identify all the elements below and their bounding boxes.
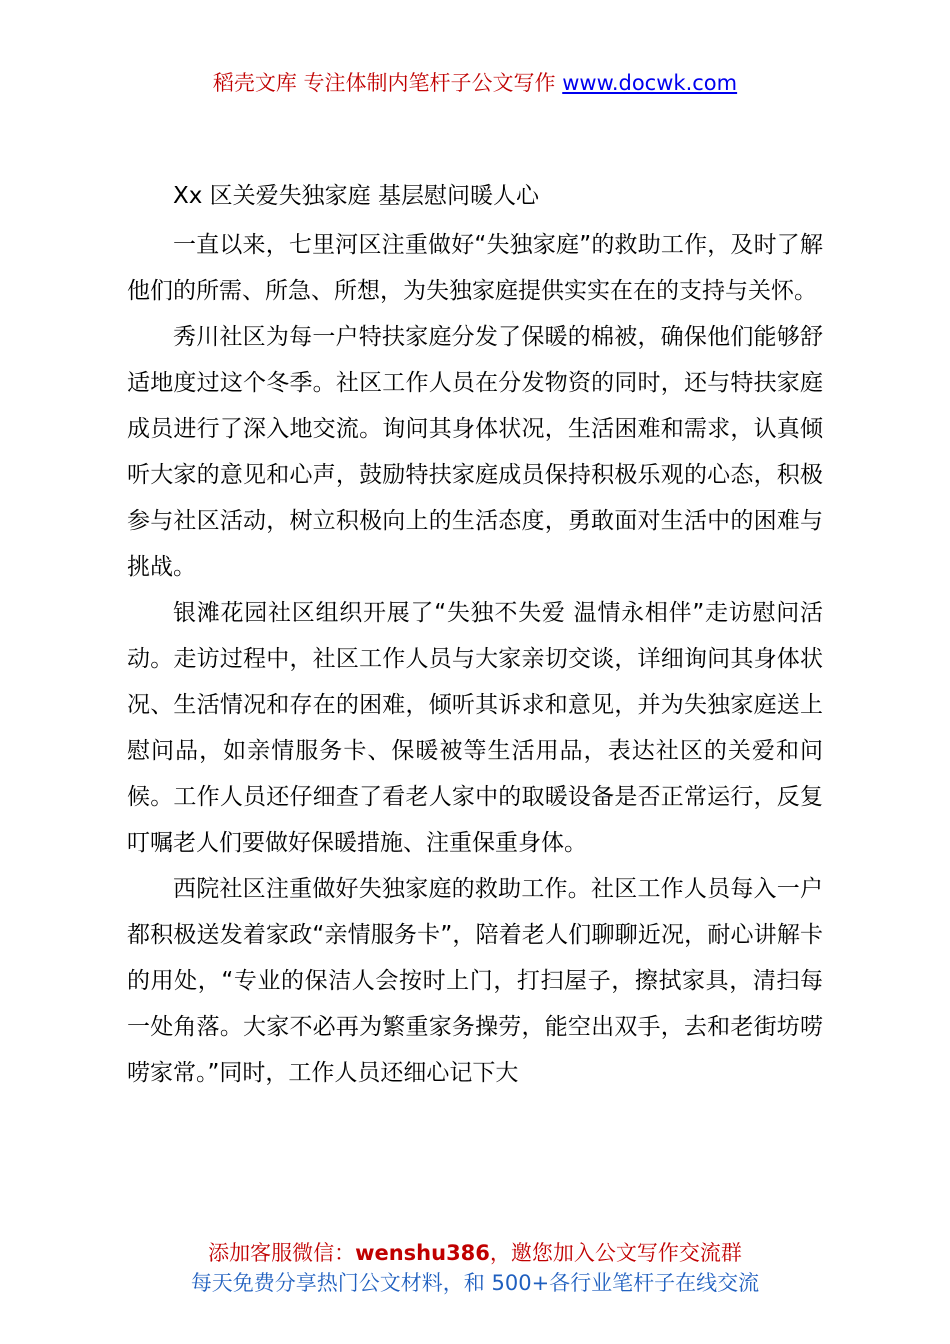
document-paragraph: 秀川社区为每一户特扶家庭分发了保暖的棉被，确保他们能够舒适地度过这个冬季。社区工作人员在分发物资的同时，还与特扶家庭成员进行了深入地交流。询问其身体状况，生活困难和需求，认真倾听大家的意见和心声，鼓励特扶家庭成员保持积极乐观的心态，积极参与社区活动，树立积极向上的生活态度，勇敢面对生活中的困难与挑战。 bbox=[127, 324, 823, 580]
footer-wechat-id: wenshu386 bbox=[355, 1241, 490, 1265]
header-brand-text: 稻壳文库 专注体制内笔杆子公文写作 bbox=[212, 71, 563, 95]
document-paragraph: 一直以来，七里河区注重做好“失独家庭”的救助工作，及时了解他们的所需、所急、所想，为失独家庭提供实实在在的支持与关怀。 bbox=[127, 232, 823, 304]
header-website-link[interactable]: www.docwk.com bbox=[562, 71, 738, 95]
footer-wechat-prefix: 添加客服微信： bbox=[208, 1241, 356, 1265]
page-footer bbox=[0, 1238, 950, 1298]
document-paragraph: 银滩花园社区组织开展了“失独不失爱 温情永相伴”走访慰问活动。走访过程中，社区工作人员与大家亲切交谈，详细询问其身体状况、生活情况和存在的困难，倾听其诉求和意见，并为失独家庭送上慰问品，如亲情服务卡、保暖被等生活用品，表达社区的关爱和问候。工作人员还仔细查了看老人家中的取暖设备是否正常运行，反复叮嘱老人们要做好保暖措施、注重保重身体。 bbox=[127, 600, 823, 856]
footer-wechat-suffix: ，邀您加入公文写作交流群 bbox=[489, 1241, 742, 1265]
footer-wechat-line bbox=[0, 1238, 950, 1268]
document-paragraph: 西院社区注重做好失独家庭的救助工作。社区工作人员每入一户都积极送发着家政“亲情服务卡”，陪着老人们聊聊近况，耐心讲解卡的用处，“专业的保洁人会按时上门，打扫屋子，擦拭家具，清扫每一处角落。大家不必再为繁重家务操劳，能空出双手，去和老街坊唠唠家常。”同时，工作人员还细心记下大 bbox=[127, 876, 823, 1086]
document-body bbox=[127, 176, 823, 1096]
footer-share-line: 每天免费分享热门公文材料，和 500+各行业笔杆子在线交流 bbox=[190, 1271, 760, 1295]
page-header bbox=[0, 68, 950, 98]
document-title: Xx 区关爱失独家庭 基层慰问暖人心 bbox=[173, 183, 539, 209]
